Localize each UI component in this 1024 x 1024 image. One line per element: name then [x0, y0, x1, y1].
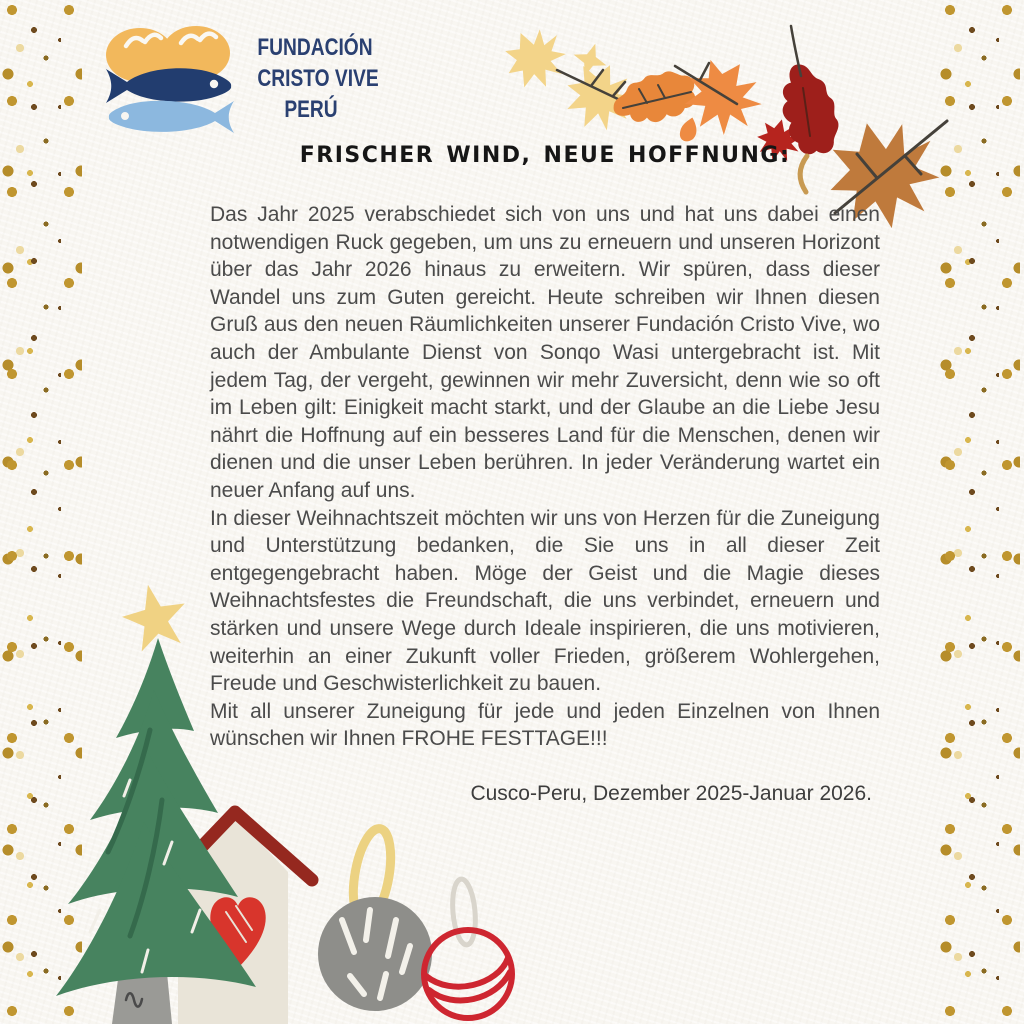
light-fish-icon [109, 101, 234, 133]
foundation-name-line2: CRISTO VIVE [257, 65, 379, 92]
bread-and-fish-logo-icon [100, 24, 240, 138]
foundation-logo [100, 24, 378, 138]
letter-paragraph-1: Das Jahr 2025 verabschiedet sich von uns und hat uns dabei einen notwendigen Ruck gegeben, um uns zu erneuern und unseren Horizont über das Jahr 2026 hinaus zu erweitern. Wir spüren, dass dieser Wandel uns zum Guten gereicht. Heute schreiben wir Ihnen diesen Gruß aus den neuen Räumlichkeiten unserer Fundación Cristo Vive, wo auch der Ambulante Dienst von Sonqo Wasi untergebracht ist. Mit jedem Tag, der vergeht, gewinnen wir mehr Zuversicht, denn wie so oft im Leben gilt: Einigkeit macht starkt, und der Glaube an die Liebe Jesu nährt die Hoffnung auf ein besseres Land für die Menschen, denen wir dienen und die unser Leben berühren. In jeder Veränderung wartet ein neuer Anfang auf uns. [210, 203, 880, 502]
christmas-scene [30, 580, 560, 1024]
red-bauble-icon [424, 878, 512, 1018]
teardrop-leaf-icon [678, 115, 700, 143]
foundation-name-line3: PERÚ [284, 96, 338, 123]
foundation-name-line1: FUNDACIÓN [257, 34, 373, 61]
letter-paragraph-2: In dieser Weihnachtszeit möchten wir uns von Herzen für die Zuneigung und Unterstützung bedanken, die Sie uns in all dieser Zeit entgegengebracht haben. Möge der Geist und die Magie dieses Weihnachtsfestes die Freundschaft, die uns verbindet, erneuern und stärken und unsere Wege durch Ideale inspirieren, die uns motivieren, weiterhin an einer Zukunft voller Frieden, größerem Wohlergehen, Freude und Geschwisterlichkeit zu bauen. [210, 506, 880, 696]
page-title: FRISCHER WIND, NEUE HOFFNUNG: [299, 143, 791, 168]
signoff-line: Cusco-Peru, Dezember 2025-Januar 2026. [470, 782, 872, 805]
tree-star-icon [117, 580, 193, 654]
letter-paragraph-3: Mit all unserer Zuneigung für jede und jeden Einzelnen von Ihnen wünschen wir Ihnen FROHE FESTTAGE!!! [210, 699, 880, 751]
foundation-name [244, 32, 378, 138]
autumn-maple-leaf-icon [495, 18, 577, 100]
autumn-oak-leaf-icon [609, 67, 700, 129]
gray-bauble-icon [318, 826, 432, 1011]
